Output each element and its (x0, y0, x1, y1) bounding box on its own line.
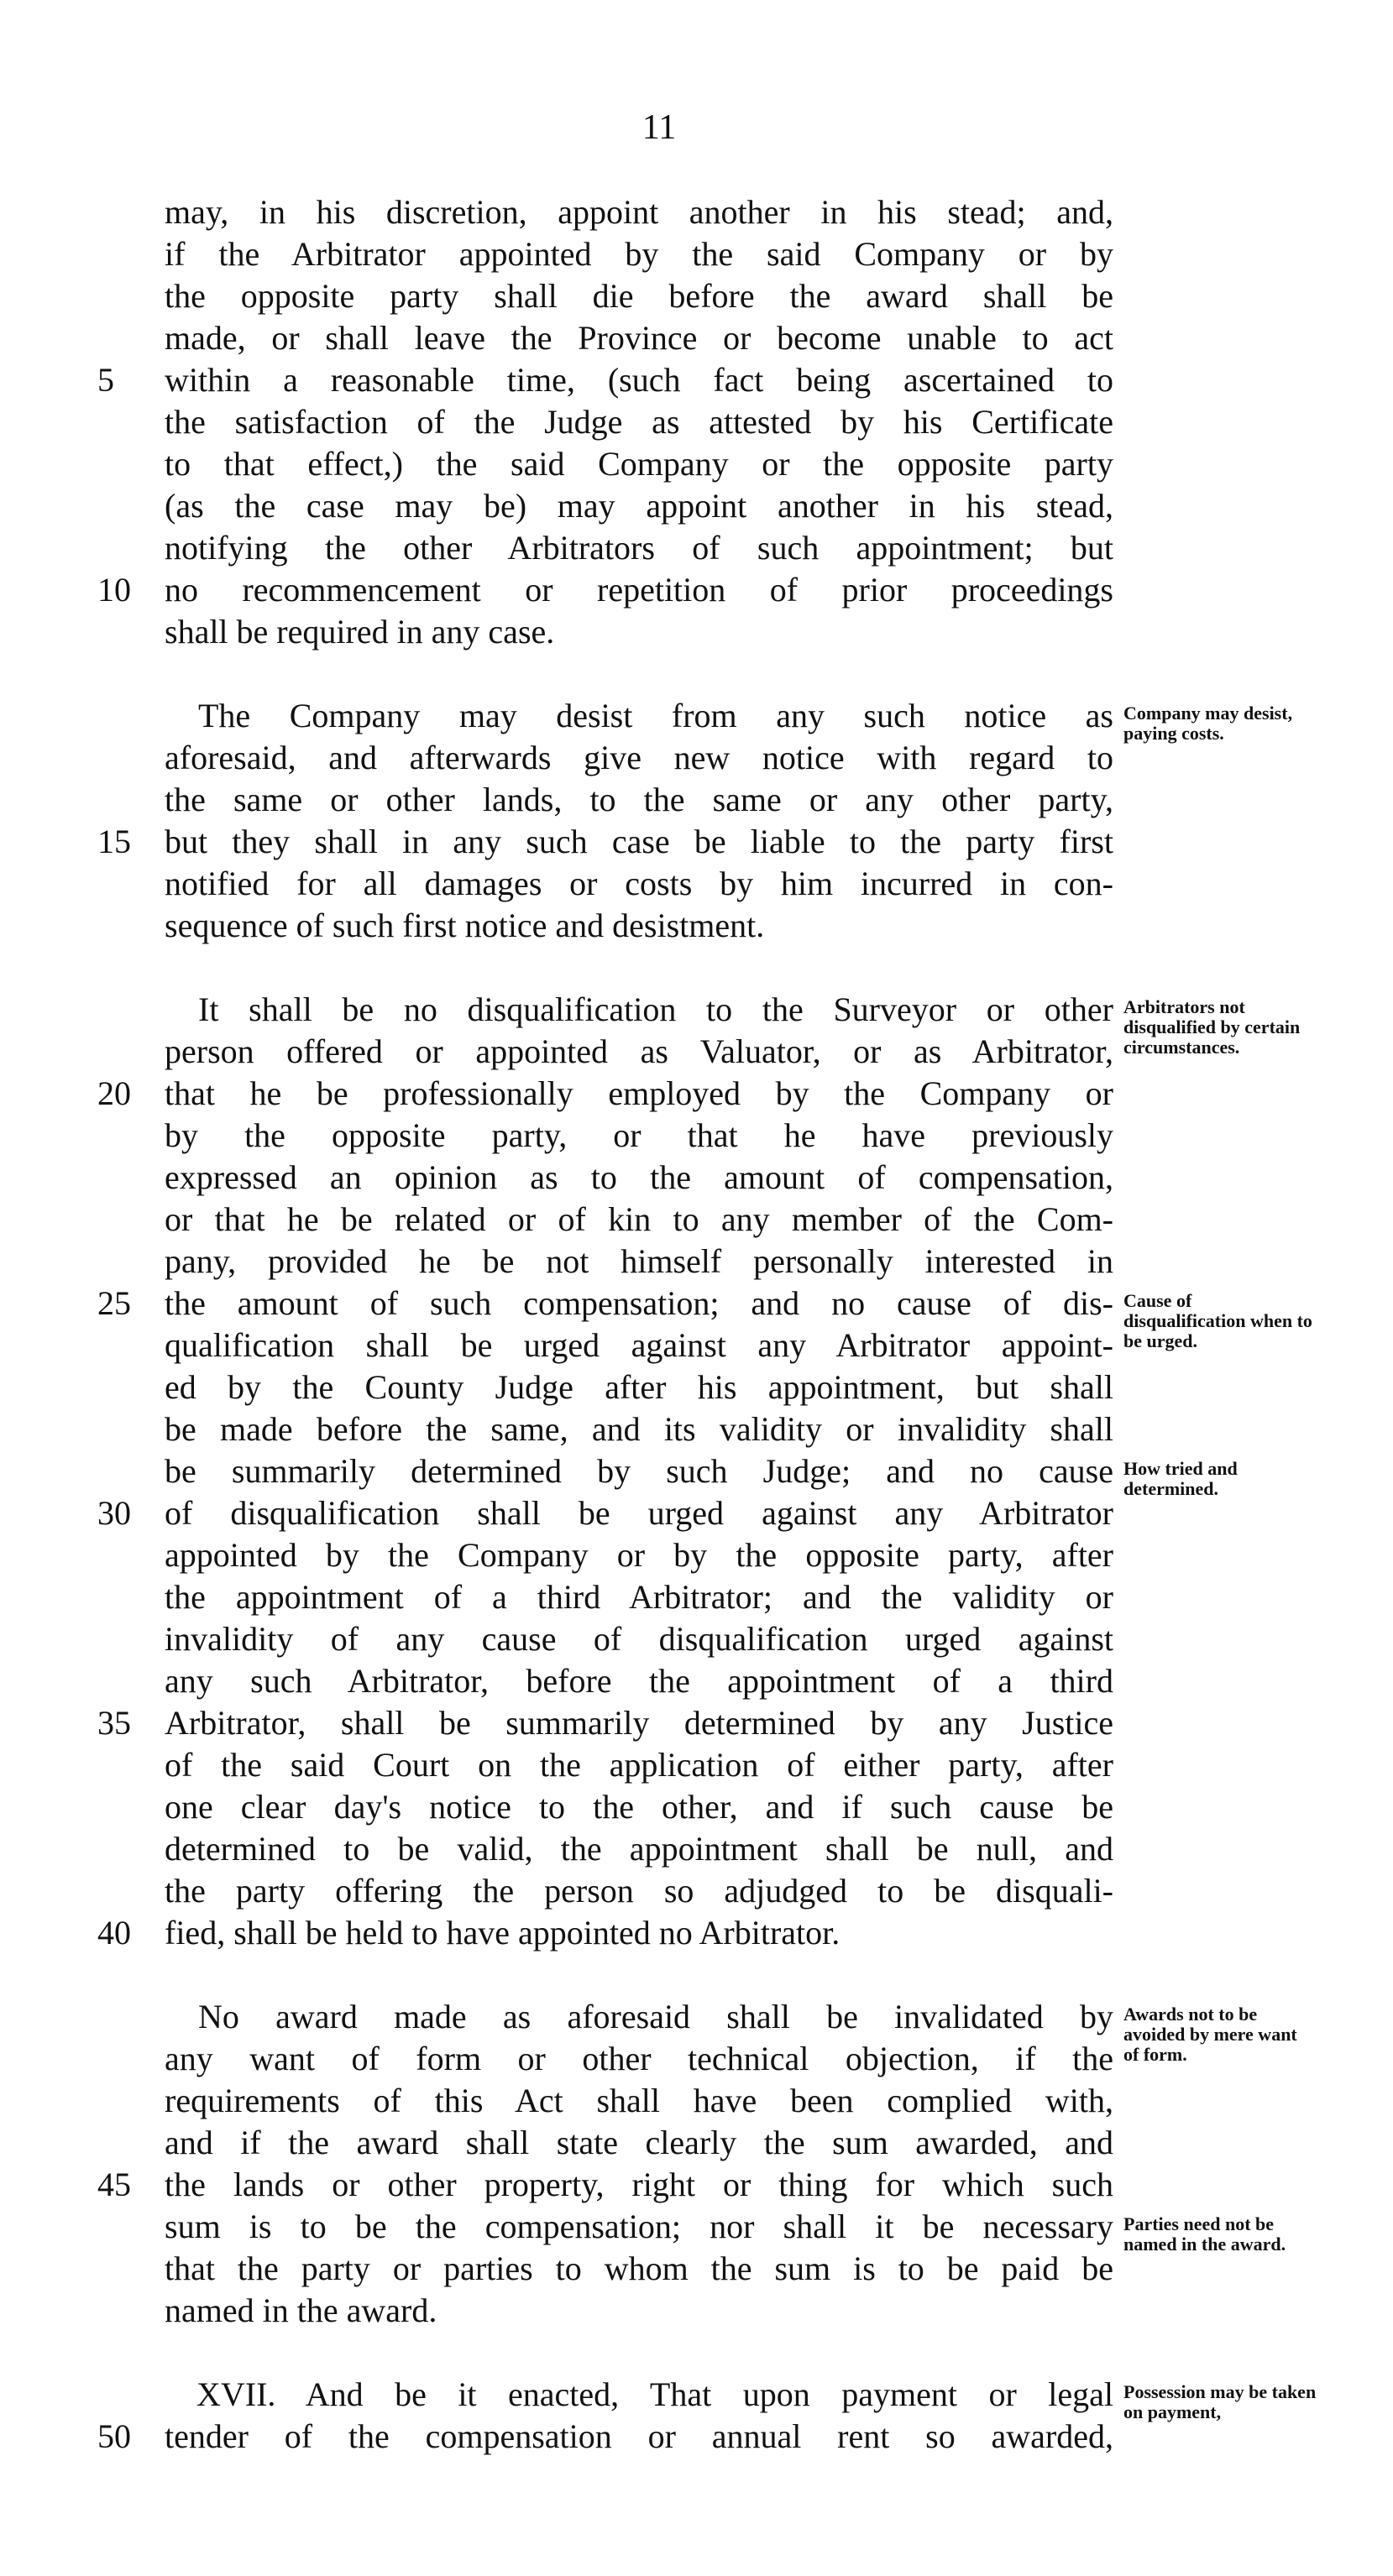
text-line: of the said Court on the application of either party, after (165, 1746, 1113, 1784)
text-line: determined to be valid, the appointment shall be null, and (165, 1830, 1113, 1868)
text-line: aforesaid, and afterwards give new notice with regard to (165, 739, 1113, 776)
marginal-note: Possession may be taken on payment, (1123, 2381, 1317, 2422)
line-number: 25 (97, 1284, 131, 1322)
text-line: be made before the same, and its validity or invalidity shall (165, 1410, 1113, 1448)
text-line: within a reasonable time, (such fact being ascertained to (165, 361, 1113, 399)
text-line: the opposite party shall die before the award shall be (165, 277, 1113, 315)
line-number: 10 (97, 571, 131, 609)
text-line: shall be required in any case. (165, 613, 555, 651)
text-line: the amount of such compensation; and no cause of dis- (165, 1284, 1113, 1322)
text-line: that he be professionally employed by the Company or (165, 1074, 1113, 1112)
text-line: or that he be related or of kin to any member of the Com- (165, 1200, 1113, 1238)
marginal-note: Awards not to be avoided by mere want of form. (1123, 2004, 1297, 2065)
text-line: No award made as aforesaid shall be invalidated by (198, 1998, 1113, 2035)
line-number: 35 (97, 1704, 131, 1742)
text-line: the lands or other property, right or thing for which such (165, 2166, 1113, 2203)
line-number: 15 (97, 823, 131, 860)
marginal-note: How tried and determined. (1123, 1458, 1238, 1499)
text-line: The Company may desist from any such notice as (198, 697, 1113, 734)
text-line: notifying the other Arbitrators of such appointment; but (165, 529, 1113, 567)
text-line: requirements of this Act shall have been complied with, (165, 2082, 1113, 2119)
text-line: may, in his discretion, appoint another in his stead; and, (165, 193, 1113, 231)
page-number: 11 (642, 108, 677, 147)
text-line: that the party or parties to whom the sum is to be paid be (165, 2249, 1113, 2287)
text-line: appointed by the Company or by the opposite party, after (165, 1536, 1113, 1574)
text-line: by the opposite party, or that he have previously (165, 1116, 1113, 1154)
text-line: ed by the County Judge after his appointment, but shall (165, 1368, 1113, 1406)
text-line: no recommencement or repetition of prior proceedings (165, 571, 1113, 609)
text-line: any such Arbitrator, before the appointment of a third (165, 1662, 1113, 1700)
text-line: of disqualification shall be urged against any Arbitrator (165, 1494, 1113, 1532)
text-line: It shall be no disqualification to the Surveyor or other (198, 990, 1113, 1028)
line-number: 5 (97, 361, 114, 399)
text-line: (as the case may be) may appoint another in his stead, (165, 487, 1113, 525)
text-line: the party offering the person so adjudged to be disquali- (165, 1872, 1113, 1910)
marginal-note: Arbitrators not disqualified by certain circumstances. (1123, 996, 1301, 1058)
text-line: sum is to be the compensation; nor shall it be necessary (165, 2208, 1113, 2245)
text-line: if the Arbitrator appointed by the said Company or by (165, 235, 1113, 273)
text-line: but they shall in any such case be liable to the party first (165, 823, 1113, 860)
text-line: made, or shall leave the Province or become unable to act (165, 319, 1113, 357)
text-line: the same or other lands, to the same or any other party, (165, 781, 1113, 818)
text-line: the appointment of a third Arbitrator; and the validity or (165, 1578, 1113, 1616)
line-number: 30 (97, 1494, 131, 1532)
text-line: XVII. And be it enacted, That upon payment or legal (196, 2375, 1113, 2413)
text-line: to that effect,) the said Company or the opposite party (165, 445, 1113, 483)
marginal-note: Company may desist, paying costs. (1123, 703, 1293, 744)
line-number: 20 (97, 1074, 131, 1112)
line-number: 40 (97, 1914, 131, 1952)
text-line: tender of the compensation or annual rent so awarded, (165, 2417, 1113, 2455)
marginal-note: Cause of disqualification when to be urged. (1123, 1290, 1312, 1351)
text-line: and if the award shall state clearly the sum awarded, and (165, 2124, 1113, 2161)
text-line: expressed an opinion as to the amount of compensation, (165, 1158, 1113, 1196)
text-line: named in the award. (165, 2291, 437, 2329)
text-line: any want of form or other technical objection, if the (165, 2040, 1113, 2077)
text-line: invalidity of any cause of disqualification urged against (165, 1620, 1113, 1658)
text-line: Arbitrator, shall be summarily determined by any Justice (165, 1704, 1113, 1742)
text-line: be summarily determined by such Judge; and no cause (165, 1452, 1113, 1490)
text-line: fied, shall be held to have appointed no Arbitrator. (165, 1914, 841, 1952)
text-line: sequence of such first notice and desistment. (165, 907, 765, 944)
line-number: 50 (97, 2417, 131, 2455)
text-line: one clear day's notice to the other, and if such cause be (165, 1788, 1113, 1826)
text-line: pany, provided he be not himself personally interested in (165, 1242, 1113, 1280)
line-number: 45 (97, 2166, 131, 2203)
text-line: qualification shall be urged against any Arbitrator appoint- (165, 1326, 1113, 1364)
marginal-note: Parties need not be named in the award. (1123, 2213, 1286, 2255)
text-line: person offered or appointed as Valuator, or as Arbitrator, (165, 1032, 1113, 1070)
text-line: the satisfaction of the Judge as attested by his Certificate (165, 403, 1113, 441)
text-line: notified for all damages or costs by him incurred in con- (165, 865, 1113, 902)
